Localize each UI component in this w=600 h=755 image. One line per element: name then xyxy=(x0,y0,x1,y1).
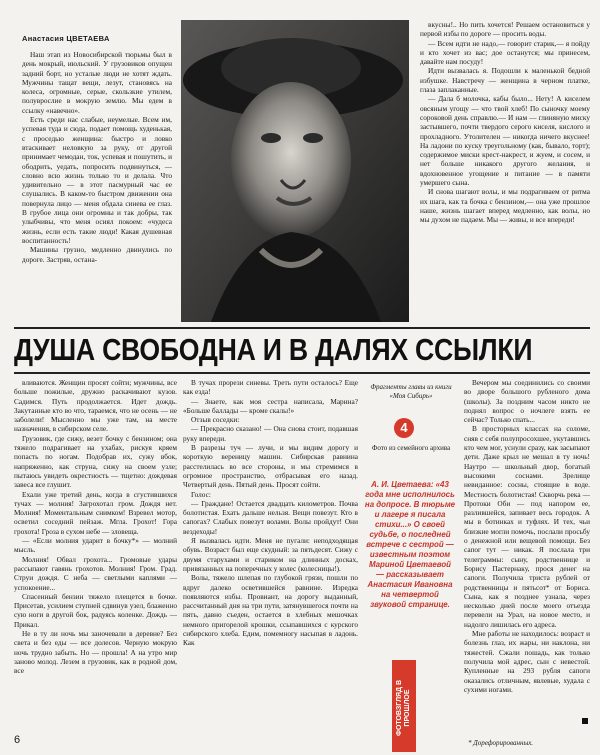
paragraph: Наш этап из Новосибирской тюрьмы был в день мокрый, июльский. У грузовиков опущен задний борт, но усталые люди не хотят ждать. Мужчины тащат вещи, лезут, становясь на колеса, огромные, серые, скользкие утилем, полуврослие в мокрую землю. Мы едем в ссылку «навечно». xyxy=(22,50,172,115)
article-column-top-right xyxy=(420,20,590,338)
headline-rule-bottom xyxy=(14,372,590,374)
paragraph: Идти вызвалась я. Подошли к маленькой бедной избушке. Навстречу — женщина в черном платке, глаза заплаканные. xyxy=(420,66,590,95)
sidebar-tab xyxy=(392,660,416,752)
paragraph: Есть среди нас слабые, неумелые. Всем им, успевая туда и сюда, подает помощь худенькая, с проседью женщина: быстро и ловко втаскивает неловкую за руку, от другой принимает чемодан, ток, успевая и пошутить, и ободрить, уедать, попросить подвинуться, — словно всю жизнь только то и делала. Что удивительно — в этот пасмурный час ее слушались. В каком-то быстром движении она повернула лицо — меня обдала синева ее глаз. В грубое лица они огромны и так добры, так улыбчивы, что меня осиял покоем: «чудеса жизнь, если есть такие люди! Какая душевная воспитанность! xyxy=(22,115,172,245)
footnote: * Дорефорированных. xyxy=(468,739,534,747)
photo-number-badge: 4 xyxy=(394,418,414,438)
photo-credit: Фото из семейного архива xyxy=(371,444,451,452)
paragraph: Ехали уже третий день, когда в сгустившихся тучах — молния! Загрохотал гром. Дождя нет. Молния! Моментальным снимком! Взревел мотор, осветил соседний пейзаж. Мгла. Грохот! Гора грохота! Гроза в сухом небе — зловеща. xyxy=(14,489,177,536)
article-column-1 xyxy=(14,378,177,730)
portrait-image xyxy=(181,20,409,322)
sidebar-tab-label: ФОТОВЗГЛЯД В ПРОШЛОЕ xyxy=(396,679,411,737)
portrait-photo xyxy=(181,20,409,322)
paragraph: И снова шагают волы, и мы подрагиваем от ритма их шага, как та бочка с бензином,— она уже прошлое наше, жизнь шагает вперед медленно, как волы, но мы духом не падаем. Мы — живы, и все впереди! xyxy=(420,187,590,225)
page-number: 6 xyxy=(14,734,21,746)
article-column-2 xyxy=(183,378,358,750)
paragraph: Отзыв соседки: xyxy=(191,415,240,425)
article-column-top-left xyxy=(22,50,172,330)
paragraph: — Дала б молочка, кабы было... Нету! А киселем овсяным угощу — что твой хлеб! По сыночку моему сороковой день справлю.— И нам — глиняную миску застывшего, почти твердого серого киселя, кислого и прохладного. Утолителен — никогда ничего вкуснее! На ладони по куску треугольному (как, бывало, торт); содержимое миски крест-накрест, и жуем, и сосем, и нет больше никакого другого желания, и вдохновенное угощение и питание — в памяти умершего сына. xyxy=(420,94,590,188)
author-name: Анастасия ЦВЕТАЕВА xyxy=(22,34,110,43)
paragraph: Я вызвалась идти. Меня не пугали: неподходящая обувь. Возраст был еще скудный: за пятьдесят. Сижу с двумя старухами и стариком на длинных досках, привязанных на поперечных у колес (колесницы!). xyxy=(183,536,358,573)
article-column-4 xyxy=(464,378,590,718)
paragraph: — Знаете, как моя сестра написала, Марина? «Больше баллады — кроме скалы!» xyxy=(183,396,358,415)
paragraph: — Граждане! Остается двадцать километров. Почва болотистая. Ехать дальше нельзя. Вещи повезут. Кто в сапогах? Слабых повезут волами. Волы пройдут! Они вездеходы! xyxy=(183,498,358,536)
paragraph: Спасенный бензин тяжело плещется в бочке. Присетав, усилием ступней сдвинув узел, блаженно сую ноги в другой бок, радуясь коленке. Дождь — Прикал. xyxy=(14,591,177,629)
paragraph: Вечером мы соединились со своими во дворе большого рубленого дома (школы). За поздним часом никто не поднял вопрос о ночлеге взять ее сейчас? Только спать... xyxy=(464,378,590,425)
pull-quote xyxy=(364,480,456,610)
paragraph: — Прекрасно сказано! — Она снова стоит, подавшая руку впереди. xyxy=(183,424,358,443)
paragraph: Молния! Обвал грохота... Громовые удары рассыпают гавянь грохотов. Молния! Гром. Град. Струи дождя. С неба — светлыми каплями — успокоение... xyxy=(14,554,177,592)
paragraph: Мне работы не находилось: возраст и болезнь глаз, их жары, ни наклона, ни тяжестей. Сжали пошадь, как только получила мой адрес, сын с невестой. Купленные на 293 рубля сапоги оказались отличным, явлевые, худала с сухими ногами. xyxy=(464,629,590,694)
end-mark xyxy=(582,718,588,724)
paragraph: Грузовик, где сижу, везет бочку с бензином; она тяжело подрагивает на ухабах, рискуя кряем попасть по ногам. Подобрав их, сужу вбок, напряженно, как струна, сижу на своем узле; пытаюсь увидеть окрестность — тщетно: дождевая завеса все глушит. xyxy=(14,433,177,490)
paragraph: Волы, тяжело шлепая по глубокой грязи, пошли по вдруг далеко осветившейся равнине. Изредка появляются избы. Провиант, на дорогу выданный, рассчитанный дня на три пути, затянувшегося почти на пять, давно съеден, остается в хлебных мешочках немного пригорелой крошки, ссыпавшихся с курского сибирского хлеба. Едим, помемногу насыпая в ладонь. Как xyxy=(183,573,358,648)
paragraph: В тучах прорези синевы. Треть пути осталось? Еще как езда! xyxy=(183,378,358,397)
paragraph: В разрезы туч — лучи, и мы видим дорогу и короткую вереницу машин. Сибирская равнина расстелилась во все стороны, и мы стремимся в огромное пространство, отбрасывая его назад. Четвертый день. Пятый день. Просят сойти. xyxy=(183,443,358,490)
paragraph: Не в ту ли ночь мы заночевали в деревне? Без света и без еды — все долесов. Черную мокрую ночь трудно забыть. Но — прошла! А на утро мир заново молод. Лезем в грузовик, как в родной дом, все xyxy=(14,629,177,676)
paragraph: — Всем идти не надо,— говорит старик,— я пойду и кто хочет из вас; дое останутся; мы принесем, давайте нам посуду! xyxy=(420,38,590,67)
pull-quote-name: А. И. Цветаева: xyxy=(371,480,434,489)
paragraph: Машины грузно, медленно двинулись по дороге. Застряв, остана- xyxy=(22,245,172,264)
pull-quote-text: «43 года мне исполнилось на допросе. В тюрьме и лагере я писала стихи...» О своей судьбе, о последней встрече с сестрой — известным поэтом Мариной Цветаевой — рассказывает Анастасия Ивановна на четвертой звуковой странице. xyxy=(364,480,456,609)
paragraph: вкусны!.. Но пить хочется! Решаем остановиться у первой избы по дороге — просить воды. xyxy=(420,20,590,39)
headline-rule-top xyxy=(14,327,590,329)
paragraph: вливаются. Женщин просят сойти; мужчины, все больше пожилые, дружно раскачивают кузов. Садимся. Путь продолжается. Идет дождь. Закутанные кто во что, тараемся, что не осень — не заболели! Мысленно мы уже там, на месте назначения, в сибирском селе. xyxy=(14,378,177,434)
paragraph: Голос: xyxy=(191,489,211,499)
paragraph: — «Если молния ударит в бочку*» — молний мысль. xyxy=(14,536,177,555)
excerpt-caption: Фрагменты главы из книги «Моя Сибирь» xyxy=(370,383,452,400)
article-headline: ДУША СВОБОДНА И В ДАЛЯХ ССЫЛКИ xyxy=(14,332,533,367)
paragraph: В просторных классах на соломе, сняв с себя полупросохшее, укутавшись кто чем мог, уснули сразу, как засыпают дети. Даже крыл не мешал в ту ночь! Наутро — школьный двор, богатый высокими соснами. Зрелище невиданное: сосны, стоящие в воде. Местность болотистая! Скворчь река — Протоки Оби — под напором ее, разлившейся, запивает весь городок. А мы в ботинках и туфлях. И тех, чьи близкие могли помочь, послали просьбу о денежной или вещевой помощи. Без сапог тут — никак. Я послала три телеграммы: сыну, родственнице и Борису Пастернаку, прося денег на сапоги. Получила триста рублей от родственницы и пятьсот* от Бориса. Сына, как я позднее узнала, через несколько дней после моего отъезда перевели на Урал, на новое место, и надолго лишилась его адреса. xyxy=(464,424,590,629)
